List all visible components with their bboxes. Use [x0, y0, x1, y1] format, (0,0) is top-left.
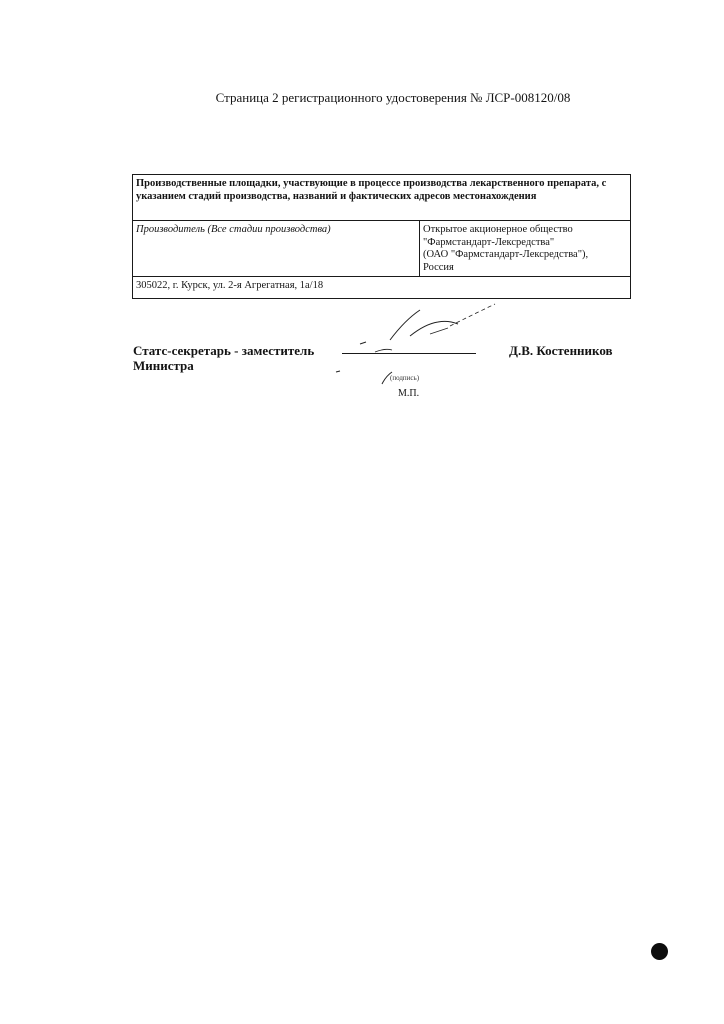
- signatory-name: Д.В. Костенников: [509, 343, 613, 358]
- signature-caption: (подпись): [390, 374, 420, 382]
- table-row: [133, 175, 631, 221]
- production-sites-table: [132, 174, 631, 299]
- signature-line: [342, 353, 476, 354]
- signatory-title: [133, 343, 314, 373]
- page-title: Страница 2 регистрационного удостоверения № ЛСР-008120/08: [215, 90, 571, 105]
- handwritten-signature: [330, 300, 510, 400]
- table-header-cell: Производственные площадки, участвующие в процессе производства лекарственного препарата, с указанием стадий производства, названий и фактических адресов местонахождения: [133, 175, 631, 221]
- producer-label: Производитель (Все стадии производства): [133, 221, 420, 277]
- organization-line: Россия: [423, 261, 454, 273]
- page-marker-dot: [651, 943, 668, 960]
- organization-cell: [420, 221, 631, 277]
- table-row: [133, 221, 631, 277]
- table-row: [133, 277, 631, 299]
- organization-line: Открытое акционерное общество: [423, 224, 573, 235]
- signatory-title-line: Статс-секретарь - заместитель: [133, 343, 315, 358]
- organization-line: (ОАО "Фармстандарт-Лексредства"),: [423, 249, 589, 260]
- signatory-title-line: Министра: [133, 358, 194, 373]
- address-cell: 305022, г. Курск, ул. 2-я Агрегатная, 1а/18: [133, 277, 631, 299]
- organization-line: "Фармстандарт-Лексредства": [423, 236, 555, 248]
- seal-label: М.П.: [398, 388, 420, 399]
